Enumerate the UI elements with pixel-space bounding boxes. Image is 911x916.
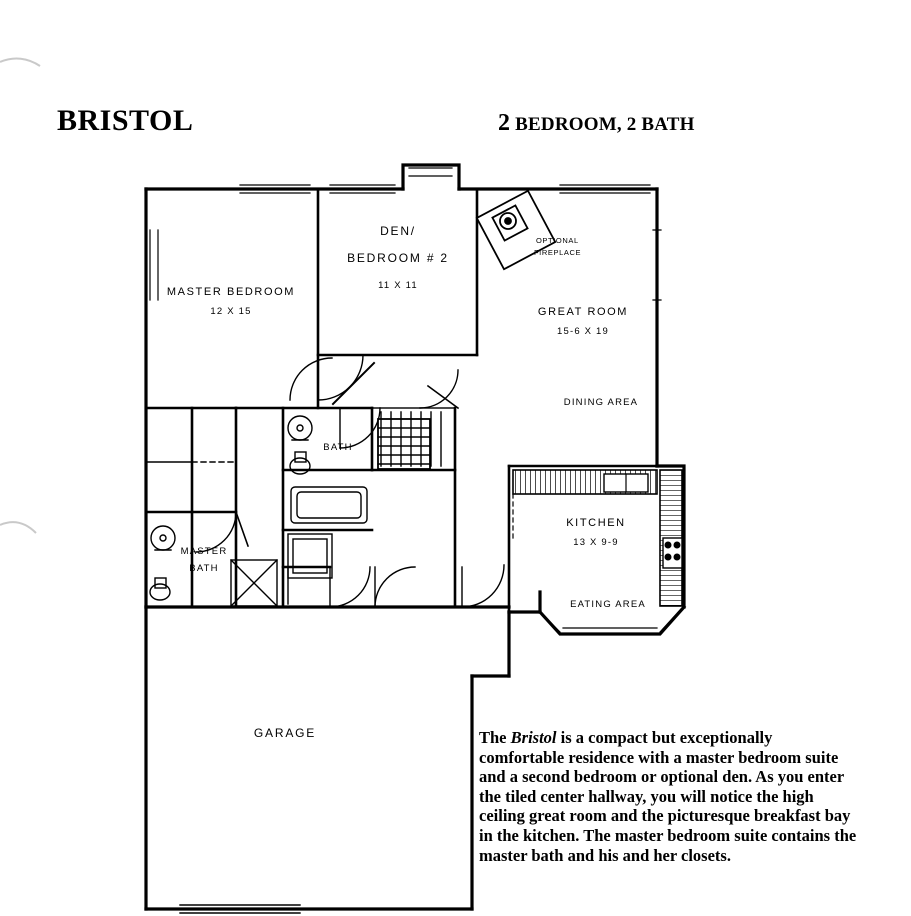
label-den-line2: BEDROOM # 2 bbox=[347, 251, 449, 265]
label-optional-fireplace-line1: OPTIONAL bbox=[536, 236, 579, 245]
description-lead: The bbox=[479, 728, 511, 747]
label-bath: BATH bbox=[323, 442, 353, 453]
optional-fireplace-symbol bbox=[477, 191, 555, 269]
label-great-room-dims: 15-6 X 19 bbox=[557, 326, 609, 337]
page-title: BRISTOL bbox=[57, 104, 194, 137]
scan-artifact bbox=[0, 59, 40, 533]
label-optional-fireplace-line2: FIREPLACE bbox=[534, 248, 582, 257]
stairs bbox=[372, 408, 455, 470]
description-body: is a compact but exceptionally comfortable residence with a master bedroom suite and a second bedroom or optional den. As you enter the tiled center hallway, you will notice the high ceiling great room and the picturesque breakfast bay in the kitchen. The master bedroom suite contains the master bath and his and her closets. bbox=[479, 728, 857, 865]
label-master-bedroom-dims: 12 X 15 bbox=[210, 306, 252, 317]
label-master-bath-line2: BATH bbox=[189, 563, 219, 574]
door-swings bbox=[196, 355, 504, 607]
label-den-line1: DEN/ bbox=[380, 224, 416, 238]
label-great-room: GREAT ROOM bbox=[537, 306, 629, 318]
label-master-bath-line1: MASTER bbox=[180, 546, 228, 557]
label-master-bedroom: MASTER BEDROOM bbox=[166, 286, 296, 298]
label-eating-area: EATING AREA bbox=[570, 599, 646, 610]
plan-description bbox=[479, 728, 859, 865]
description-plan-name: Bristol bbox=[510, 728, 557, 747]
label-den-dims: 11 X 11 bbox=[378, 280, 418, 291]
label-kitchen: KITCHEN bbox=[566, 517, 626, 529]
label-garage: GARAGE bbox=[253, 726, 317, 740]
label-kitchen-dims: 13 X 9-9 bbox=[573, 537, 619, 548]
plan-spec-text: BEDROOM, 2 BATH bbox=[510, 114, 695, 135]
label-dining-area: DINING AREA bbox=[563, 397, 639, 408]
plan-spec-count: 2 bbox=[498, 110, 511, 136]
